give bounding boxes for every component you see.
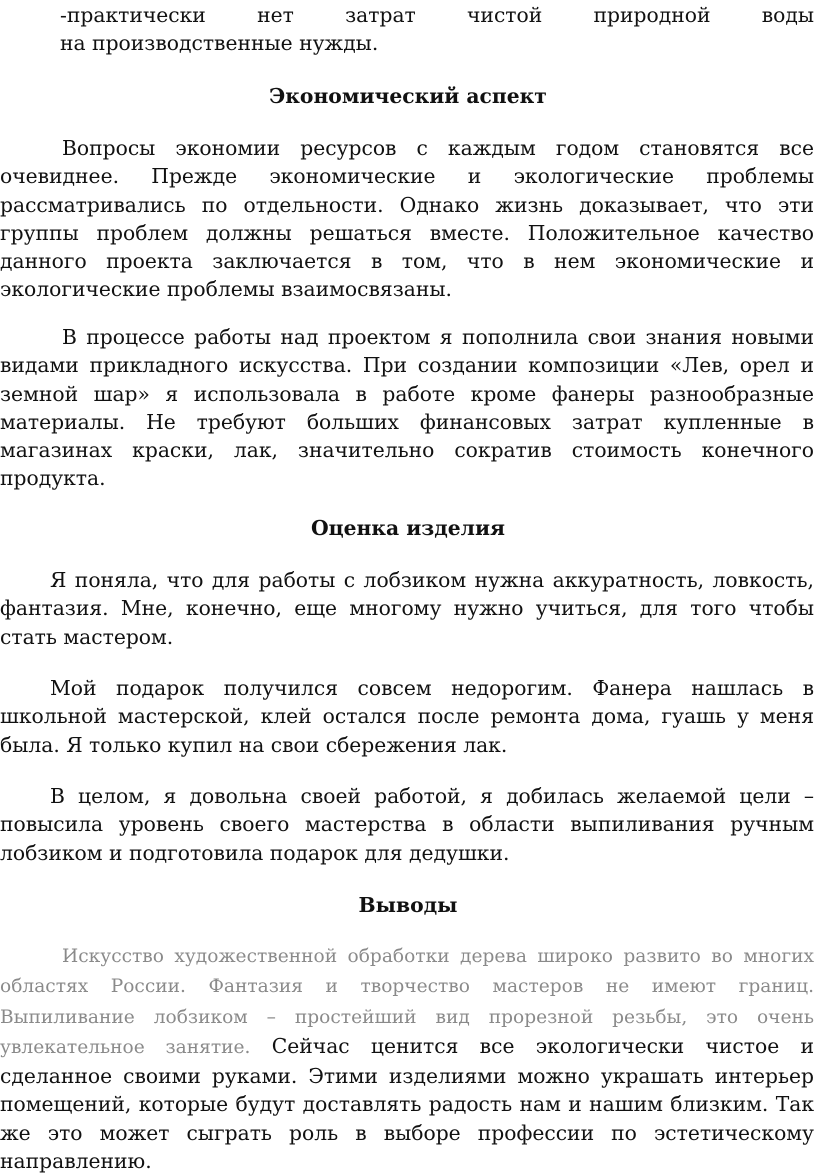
- conclusions-gray-text: Искусство художественной обработки дерева широко развито во многих областях России. Фантазия и творчество мастеров не имеют границ. Выпиливание лобзиком – простейший вид прорезной резьбы, это очень увлекательное занятие.: [0, 946, 814, 1058]
- paragraph-conclusions: [0, 941, 814, 1175]
- paragraph-evaluation-2: Мой подарок получился совсем недорогим. Фанера нашлась в школьной мастерской, клей остался после ремонта дома, гуашь у меня была. Я только купил на свои сбережения лак.: [0, 676, 814, 757]
- paragraph-evaluation-1: Я поняла, что для работы с лобзиком нужна аккуратность, ловкость, фантазия. Мне, конечно, еще многому нужно учиться, для того чтобы стать мастером.: [0, 568, 814, 649]
- heading-product-evaluation: Оценка изделия: [311, 516, 505, 540]
- heading-economic-aspect: Экономический аспект: [269, 84, 547, 108]
- paragraph-evaluation-3: В целом, я довольна своей работой, я добилась желаемой цели – повысила уровень своего мастерства в области выпиливания ручным лобзиком и подготовила подарок для дедушки.: [0, 784, 814, 865]
- intro-line-2: на производственные нужды.: [60, 31, 379, 55]
- conclusions-main-text: Сейчас ценится все экологически чистое и сделанное своими руками. Этими изделиями можно украшать интерьер помещений, которые будут доставлять радость нам и нашим близким. Так же это может сыграть роль в выборе профессии по эстетическому направлению.: [0, 1033, 815, 1174]
- heading-conclusions: Выводы: [358, 893, 458, 917]
- intro-line-1: -практически нет затрат чистой природной воды: [60, 3, 814, 27]
- paragraph-process: В процессе работы над проектом я пополнила свои знания новыми видами прикладного искусства. При создании композиции «Лев, орел и земной шар» я использовала в работе кроме фанеры разнообразные материалы. Не требуют больших финансовых затрат купленные в магазинах краски, лак, значительно сократив стоимость конечного продукта.: [0, 325, 814, 491]
- paragraph-economy: Вопросы экономии ресурсов с каждым годом становятся все очевиднее. Прежде экономические и экологические проблемы рассматривались по отдельности. Однако жизнь доказывает, что эти группы проблем должны решаться вместе. Положительное качество данного проекта заключается в том, что в нем экономические и экологические проблемы взаимосвязаны.: [0, 136, 814, 302]
